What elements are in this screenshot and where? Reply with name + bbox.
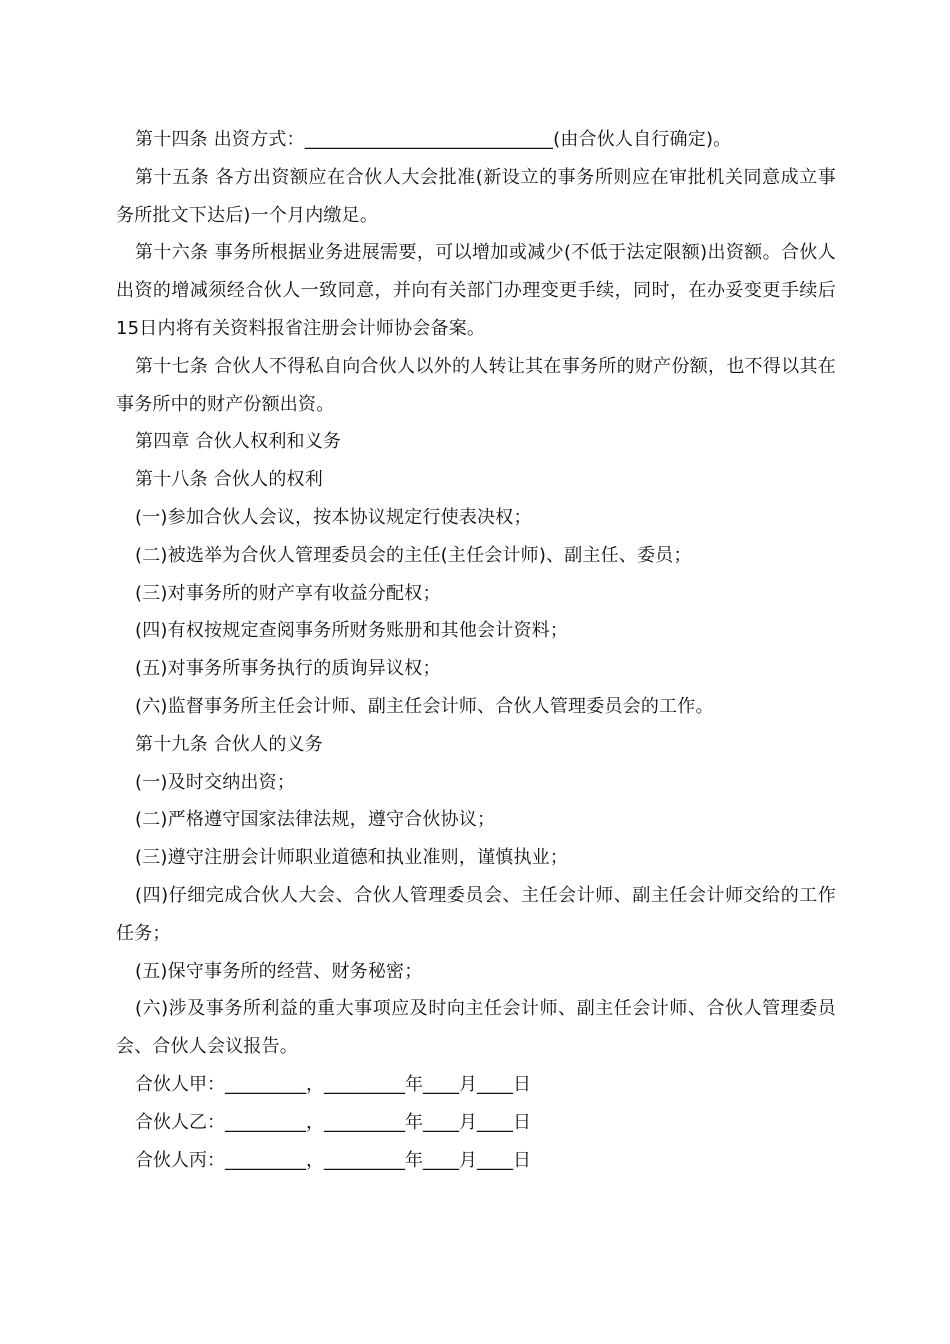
signature-line-partner-b: 合伙人乙：_________，_________年____月____日 <box>135 1111 531 1133</box>
article-16: 第十六条 事务所根据业务进展需要，可以增加或减少(不低于法定限额)出资额。合伙人出资的增减须经合伙人一致同意，并向有关部门办理变更手续，同时，在办妥变更手续后15日内将有关资料报省注册会计师协会备案。 <box>116 242 836 339</box>
rights-item-5: (五)对事务所事务执行的质询异议权； <box>135 658 441 680</box>
signature-line-partner-c: 合伙人丙：_________，_________年____月____日 <box>135 1149 531 1171</box>
rights-item-1: (一)参加合伙人会议，按本协议规定行使表决权； <box>135 506 532 528</box>
rights-item-3: (三)对事务所的财产享有收益分配权； <box>135 582 441 604</box>
article-17: 第十七条 合伙人不得私自向合伙人以外的人转让其在事务所的财产份额，也不得以其在事务所中的财产份额出资。 <box>116 355 836 415</box>
article-19-heading: 第十九条 合伙人的义务 <box>135 733 323 755</box>
duties-item-4: (四)仔细完成合伙人大会、合伙人管理委员会、主任会计师、副主任会计师交给的工作任务； <box>116 884 836 944</box>
duties-item-2: (二)严格遵守国家法律法规，遵守合伙协议； <box>135 809 496 831</box>
duties-item-6: (六)涉及事务所利益的重大事项应及时向主任会计师、副主任会计师、合伙人管理委员会、合伙人会议报告。 <box>116 998 836 1058</box>
article-14: 第十四条 出资方式：___________________________(由合伙人自行确定)。 <box>135 129 732 150</box>
document-body <box>116 121 836 1179</box>
duties-item-3: (三)遵守注册会计师职业道德和执业准则，谨慎执业； <box>135 847 569 869</box>
article-18-heading: 第十八条 合伙人的权利 <box>135 469 323 491</box>
duties-item-5: (五)保守事务所的经营、财务秘密； <box>135 960 423 982</box>
signature-line-partner-a: 合伙人甲：_________，_________年____月____日 <box>135 1073 531 1095</box>
rights-item-6: (六)监督事务所主任会计师、副主任会计师、合伙人管理委员会的工作。 <box>135 695 714 717</box>
article-15: 第十五条 各方出资额应在合伙人大会批准(新设立的事务所则应在审批机关同意成立事务所批文下达后)一个月内缴足。 <box>116 166 836 226</box>
rights-item-2: (二)被选举为合伙人管理委员会的主任(主任会计师)、副主任、委员； <box>135 544 692 566</box>
duties-item-1: (一)及时交纳出资； <box>135 771 296 793</box>
rights-item-4: (四)有权按规定查阅事务所财务账册和其他会计资料； <box>135 620 569 642</box>
chapter-4-heading: 第四章 合伙人权利和义务 <box>135 431 342 453</box>
